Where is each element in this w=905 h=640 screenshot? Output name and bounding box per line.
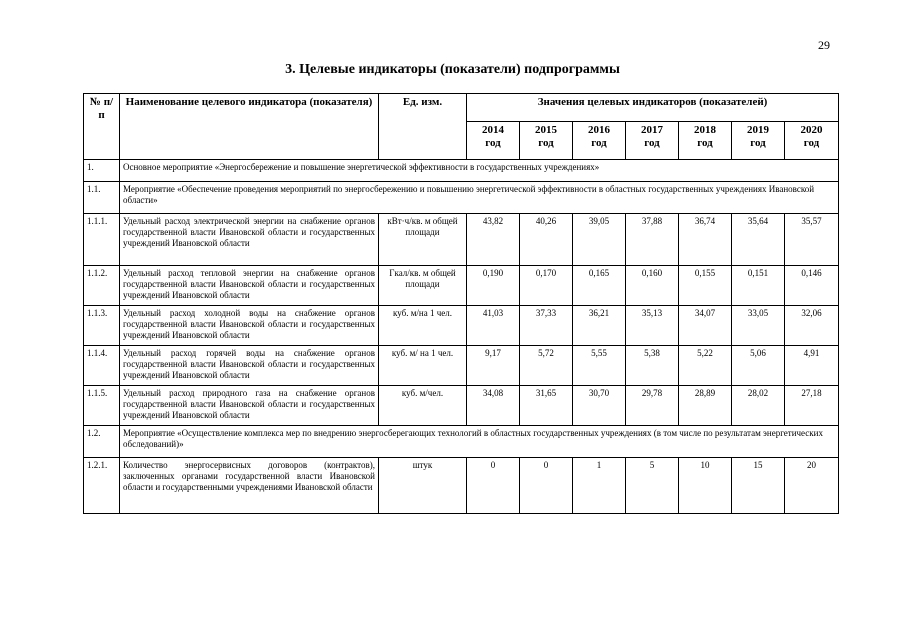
indicator-value: 20	[785, 458, 839, 514]
indicator-value: 27,18	[785, 386, 839, 426]
indicator-value: 5,72	[520, 346, 573, 386]
header-num: № п/п	[84, 94, 120, 160]
indicator-value: 28,02	[732, 386, 785, 426]
indicator-value: 1	[573, 458, 626, 514]
indicator-unit: куб. м/ на 1 чел.	[379, 346, 467, 386]
year-unit-label: год	[803, 137, 820, 149]
section-title: Мероприятие «Обеспечение проведения мероприятий по энергосбережению и повышению энергетической эффективности в областных государственных учреждениях Ивановской области»	[120, 182, 839, 214]
section-row	[84, 160, 839, 182]
indicator-value: 35,57	[785, 214, 839, 266]
table-row	[84, 306, 839, 346]
year-unit-label: год	[485, 137, 501, 149]
year-unit-label: год	[591, 137, 607, 149]
table-row	[84, 266, 839, 306]
indicator-value: 0,160	[626, 266, 679, 306]
indicator-value: 0,190	[467, 266, 520, 306]
row-number: 1.1.4.	[84, 346, 120, 386]
indicator-value: 0,170	[520, 266, 573, 306]
indicator-value: 5,38	[626, 346, 679, 386]
section-row	[84, 182, 839, 214]
table-row	[84, 346, 839, 386]
indicator-value: 40,26	[520, 214, 573, 266]
page-number: 29	[818, 38, 830, 52]
indicator-value: 10	[679, 458, 732, 514]
table-row	[84, 458, 839, 514]
year-unit-label: год	[697, 137, 713, 149]
row-number: 1.1.5.	[84, 386, 120, 426]
year-unit-label: год	[750, 137, 766, 149]
row-number: 1.2.1.	[84, 458, 120, 514]
indicators-table	[83, 93, 839, 514]
indicator-value: 29,78	[626, 386, 679, 426]
header-unit: Ед. изм.	[379, 94, 467, 160]
year-label: 2015	[535, 124, 557, 136]
indicator-unit: куб. м/чел.	[379, 386, 467, 426]
indicator-name: Удельный расход электрической энергии на снабжение органов государственной власти Ивановской области и государственных учреждений Ивановской области	[120, 214, 379, 266]
indicator-value: 5	[626, 458, 679, 514]
year-label: 2017	[641, 124, 663, 136]
indicator-name: Удельный расход горячей воды на снабжение органов государственной власти Ивановской области и государственных учреждений Ивановской области	[120, 346, 379, 386]
indicator-value: 5,55	[573, 346, 626, 386]
header-name: Наименование целевого индикатора (показателя)	[120, 94, 379, 160]
indicator-value: 0	[520, 458, 573, 514]
row-number: 1.1.3.	[84, 306, 120, 346]
indicator-value: 34,08	[467, 386, 520, 426]
indicator-value: 37,88	[626, 214, 679, 266]
year-label: 2019	[747, 124, 769, 136]
indicator-value: 0,146	[785, 266, 839, 306]
indicator-value: 34,07	[679, 306, 732, 346]
indicator-value: 43,82	[467, 214, 520, 266]
indicator-value: 5,06	[732, 346, 785, 386]
indicator-value: 28,89	[679, 386, 732, 426]
indicator-value: 33,05	[732, 306, 785, 346]
indicator-value: 32,06	[785, 306, 839, 346]
year-label: 2018	[694, 124, 716, 136]
header-year	[732, 122, 785, 160]
indicator-value: 0,155	[679, 266, 732, 306]
indicator-value: 41,03	[467, 306, 520, 346]
section-row	[84, 426, 839, 458]
indicator-value: 9,17	[467, 346, 520, 386]
indicator-value: 36,21	[573, 306, 626, 346]
year-unit-label: год	[538, 137, 554, 149]
indicator-value: 37,33	[520, 306, 573, 346]
indicator-name: Удельный расход тепловой энергии на снабжение органов государственной власти Ивановской области и государственных учреждений Ивановской области	[120, 266, 379, 306]
indicator-value: 0	[467, 458, 520, 514]
indicator-unit: Гкал/кв. м общей площади	[379, 266, 467, 306]
header-year	[626, 122, 679, 160]
indicator-name: Удельный расход холодной воды на снабжение органов государственной власти Ивановской области и государственных учреждений Ивановской области	[120, 306, 379, 346]
section-title: Основное мероприятие «Энергосбережение и повышение энергетической эффективности в государственных учреждениях»	[120, 160, 839, 182]
header-year	[573, 122, 626, 160]
indicator-value: 30,70	[573, 386, 626, 426]
indicator-unit: кВт·ч/кв. м общей площади	[379, 214, 467, 266]
indicator-value: 31,65	[520, 386, 573, 426]
section-title: Мероприятие «Осуществление комплекса мер по внедрению энергосберегающих технологий в областных государственных учреждениях (в том числе по результатам энергетических обследований)»	[120, 426, 839, 458]
indicator-value: 39,05	[573, 214, 626, 266]
page-title: 3. Целевые индикаторы (показатели) подпрограммы	[285, 62, 620, 77]
year-label: 2014	[482, 124, 504, 136]
header-year	[467, 122, 520, 160]
row-number: 1.1.	[84, 182, 120, 214]
indicator-name: Количество энергосервисных договоров (контрактов), заключенных органами государственной власти Ивановской области и государственными учреждениями Ивановской области	[120, 458, 379, 514]
indicator-value: 4,91	[785, 346, 839, 386]
indicator-value: 5,22	[679, 346, 732, 386]
year-unit-label: год	[644, 137, 660, 149]
year-label: 2020	[800, 124, 823, 136]
year-label: 2016	[588, 124, 610, 136]
header-year	[679, 122, 732, 160]
header-year	[785, 122, 839, 160]
indicator-value: 35,13	[626, 306, 679, 346]
indicator-unit: штук	[379, 458, 467, 514]
indicator-value: 35,64	[732, 214, 785, 266]
indicator-value: 36,74	[679, 214, 732, 266]
table-row	[84, 386, 839, 426]
row-number: 1.1.2.	[84, 266, 120, 306]
table-row	[84, 214, 839, 266]
row-number: 1.1.1.	[84, 214, 120, 266]
indicator-unit: куб. м/на 1 чел.	[379, 306, 467, 346]
row-number: 1.	[84, 160, 120, 182]
indicator-value: 15	[732, 458, 785, 514]
indicator-value: 0,151	[732, 266, 785, 306]
indicator-name: Удельный расход природного газа на снабжение органов государственной власти Ивановской области и государственных учреждений Ивановской области	[120, 386, 379, 426]
row-number: 1.2.	[84, 426, 120, 458]
header-values: Значения целевых индикаторов (показателей)	[467, 94, 839, 122]
indicator-value: 0,165	[573, 266, 626, 306]
header-year	[520, 122, 573, 160]
